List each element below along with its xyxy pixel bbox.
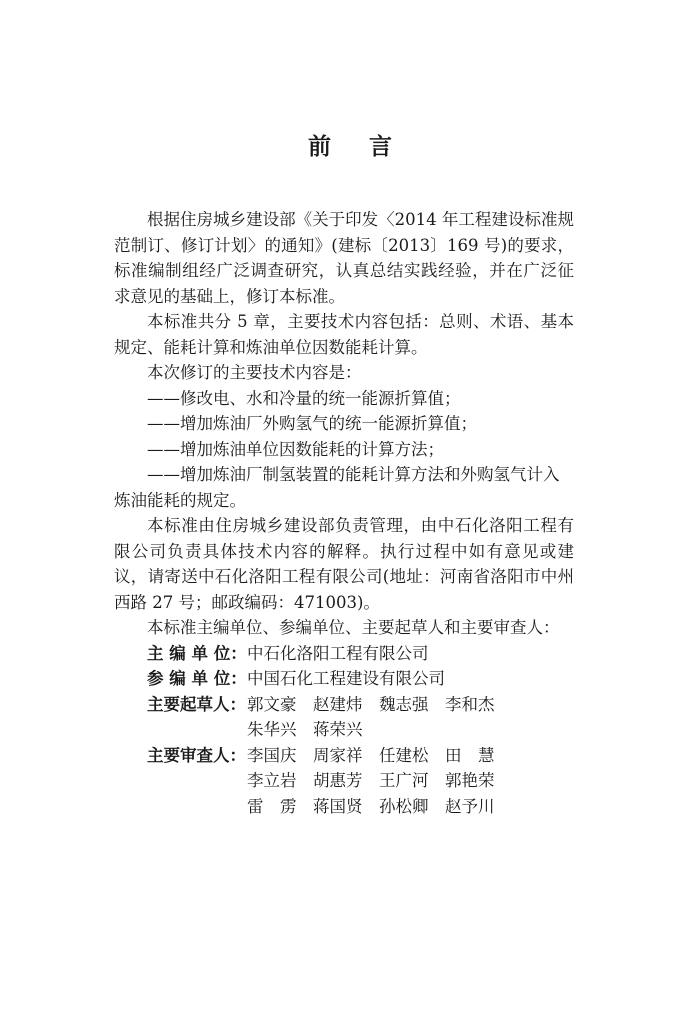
reviewers-list [247, 743, 574, 820]
paragraph-chapters: 本标准共分 5 章，主要技术内容包括：总则、术语、基本规定、能耗计算和炼油单位因数能耗计算。 [114, 312, 574, 357]
chief-unit-label: 主 编 单 位： [147, 643, 247, 663]
paragraph-units-intro: 本标准主编单位、参编单位、主要起草人和主要审查人： [147, 618, 560, 637]
co-unit-label: 参 编 单 位： [147, 669, 247, 688]
drafters-label: 主要起草人： [147, 694, 246, 714]
co-unit-value: 中国石化工程建设有限公司 [247, 669, 445, 688]
reviewer-name: 赵予川 [445, 796, 495, 816]
reviewer-name: 蒋国贤 [313, 796, 363, 816]
reviewers-label: 主要审查人： [147, 745, 246, 765]
drafter-name: 赵建炜 [313, 694, 363, 714]
revision-item: ——修改电、水和冷量的统一能源折算值； [147, 388, 461, 408]
reviewer-name: 周家祥 [313, 745, 363, 765]
reviewer-name: 李立岩 [247, 771, 297, 790]
reviewer-name: 田 慧 [445, 745, 495, 765]
reviewers-row [114, 743, 574, 820]
drafter-name: 蒋荣兴 [313, 720, 363, 739]
paragraph-management: 本标准由住房城乡建设部负责管理，由中石化洛阳工程有限公司负责具体技术内容的解释。执行过程中如有意见或建议，请寄送中石化洛阳工程有限公司(地址：河南省洛阳市中州西路 27 号；邮政编码：471003)。 [114, 516, 574, 612]
reviewer-name: 任建松 [379, 745, 429, 765]
co-unit-row [114, 666, 574, 692]
chief-unit-row [114, 641, 574, 667]
title-char-2: 言 [369, 134, 392, 160]
chief-unit-value: 中石化洛阳工程有限公司 [247, 643, 429, 663]
revision-item: ——增加炼油单位因数能耗的计算方法； [147, 439, 444, 459]
drafter-name: 朱华兴 [247, 720, 297, 739]
reviewer-name: 雷 雳 [247, 796, 297, 816]
drafter-name: 李和杰 [445, 694, 495, 714]
paragraph-basis: 根据住房城乡建设部《关于印发〈2014 年工程建设标准规范制订、修订计划〉的通知》(建标〔2013〕169 号)的要求，标准编制组经广泛调查研究，认真总结实践经验，并在广泛征求意见的基础上，修订本标准。 [114, 210, 574, 306]
drafter-name: 魏志强 [379, 694, 429, 714]
page-title [0, 128, 700, 161]
drafters-list [247, 692, 574, 743]
revision-item: ——增加炼油厂外购氢气的统一能源折算值； [147, 414, 477, 433]
reviewer-name: 孙松卿 [379, 796, 429, 816]
drafters-row [114, 692, 574, 743]
drafter-name: 郭文豪 [247, 694, 297, 714]
reviewer-name: 胡惠芳 [313, 771, 363, 790]
paragraph-revision-intro: 本次修订的主要技术内容是： [147, 363, 362, 382]
revision-item: ——增加炼油厂制氢装置的能耗计算方法和外购氢气计入炼油能耗的规定。 [114, 465, 560, 510]
reviewer-name: 王广河 [379, 771, 429, 790]
reviewer-name: 郭艳荣 [445, 771, 495, 790]
reviewer-name: 李国庆 [247, 745, 297, 765]
title-char-1: 前 [308, 134, 331, 160]
preface-body [114, 207, 574, 819]
